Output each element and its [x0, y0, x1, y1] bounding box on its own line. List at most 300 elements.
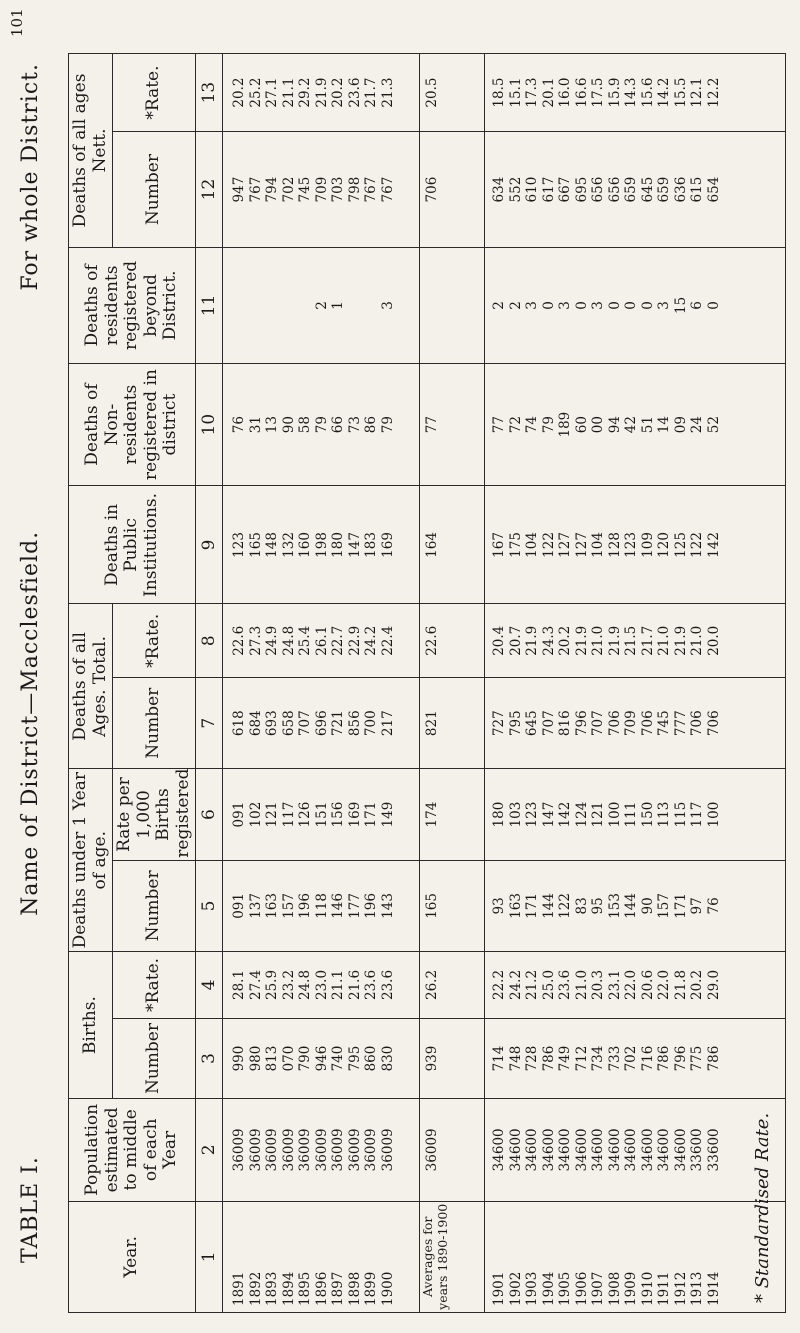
- list-value: 100: [705, 801, 722, 828]
- list-value: 196: [363, 893, 380, 919]
- avg-nettrate-value: 20.5: [424, 77, 441, 108]
- cell-years-1900s: [485, 1201, 786, 1312]
- list-value: 34600: [507, 1128, 524, 1172]
- list-value: 122: [557, 893, 574, 919]
- header-deaths-residents-beyond: Deaths of residents registered beyond District.: [69, 247, 196, 363]
- list-value: 34600: [540, 1128, 557, 1172]
- list-value: 618: [231, 710, 248, 737]
- list-value: 94: [606, 416, 623, 434]
- avg-totalrate: [420, 604, 485, 678]
- list-value: 147: [346, 532, 363, 558]
- list-value: 24.9: [264, 625, 281, 656]
- list-value: 23.6: [379, 969, 396, 1001]
- list-value: 163: [507, 893, 524, 919]
- cell-total-1900s: [485, 678, 786, 769]
- avg-totalrate-value: 22.6: [424, 625, 441, 656]
- list-value: 153: [606, 893, 623, 919]
- page-header: [18, 63, 43, 1263]
- residents-beyond-list: [223, 248, 413, 363]
- nett-rate-list: [485, 54, 779, 131]
- cell-nett-1890s: [223, 132, 420, 248]
- cell-pop-1890s: [223, 1099, 420, 1201]
- header-nett-number: Number: [113, 132, 196, 248]
- list-value: 16.6: [573, 77, 590, 108]
- list-value: 122: [689, 532, 706, 558]
- header-population: Population estimated to middle of each Year: [69, 1099, 196, 1201]
- list-value: 66: [330, 416, 347, 434]
- list-value: 634: [491, 176, 508, 203]
- list-value: 132: [280, 532, 297, 558]
- list-value: 12.1: [689, 77, 706, 108]
- header-births: Births.: [69, 952, 113, 1099]
- population-list: [485, 1099, 779, 1200]
- list-value: 137: [247, 893, 264, 919]
- list-value: 17.5: [590, 77, 607, 108]
- list-value: 34600: [623, 1128, 640, 1172]
- list-value: 21.7: [363, 77, 380, 108]
- list-value: 25.9: [264, 969, 281, 1001]
- list-value: 21.0: [590, 625, 607, 656]
- population-list: [223, 1099, 413, 1200]
- list-value: 091: [231, 801, 248, 828]
- list-value: 2: [313, 301, 330, 310]
- list-value: 36009: [297, 1128, 314, 1172]
- nett-rate-list: [223, 54, 413, 131]
- cell-years-1890s: [223, 1201, 420, 1312]
- avg-population: [420, 1099, 485, 1201]
- list-value: 1902: [507, 1271, 524, 1306]
- list-value: 24.8: [297, 969, 314, 1001]
- list-value: 1908: [606, 1271, 623, 1306]
- list-value: 22.4: [379, 625, 396, 656]
- list-value: 150: [639, 801, 656, 828]
- list-value: 24.2: [363, 625, 380, 656]
- list-value: 1907: [590, 1271, 607, 1306]
- col-num-6: 6: [196, 769, 223, 860]
- residents-beyond-list: [485, 248, 779, 363]
- district-title: Name of District—Macclesfield.: [18, 530, 43, 916]
- col-num-3: 3: [196, 1018, 223, 1098]
- header-nett-rate: *Rate.: [113, 54, 196, 132]
- list-value: 36009: [313, 1128, 330, 1172]
- list-value: 707: [540, 710, 557, 737]
- list-value: 1: [330, 301, 347, 310]
- list-value: 794: [264, 176, 281, 203]
- scope-title: For whole District.: [18, 63, 43, 291]
- list-value: 00: [590, 416, 607, 434]
- list-value: 157: [280, 893, 297, 919]
- header-total-rate: *Rate.: [113, 604, 196, 678]
- list-value: 709: [313, 176, 330, 203]
- list-value: 76: [231, 416, 248, 434]
- list-value: 23.6: [363, 969, 380, 1001]
- list-value: 90: [639, 897, 656, 915]
- list-value: 169: [379, 532, 396, 558]
- list-value: 20.4: [491, 625, 508, 656]
- list-value: 17.3: [524, 77, 541, 108]
- list-value: 125: [672, 532, 689, 558]
- list-value: 27.3: [247, 625, 264, 656]
- list-value: 117: [280, 801, 297, 828]
- list-value: 34600: [656, 1128, 673, 1172]
- list-value: 12.2: [705, 77, 722, 108]
- list-value: 2: [491, 301, 508, 310]
- list-value: 3: [524, 301, 541, 310]
- header-deaths-all-ages-nett: Deaths of all ages Nett.: [69, 54, 113, 248]
- list-value: 734: [590, 1045, 607, 1072]
- list-value: 20.0: [705, 625, 722, 656]
- list-value: 79: [379, 416, 396, 434]
- list-value: 21.9: [606, 625, 623, 656]
- list-value: 0: [573, 301, 590, 310]
- list-value: 656: [606, 176, 623, 203]
- list-value: 77: [491, 416, 508, 434]
- list-value: 21.9: [313, 77, 330, 108]
- header-infant-number: Number: [113, 860, 196, 951]
- list-value: 36009: [346, 1128, 363, 1172]
- averages-label: Averages for years 1890-1900: [420, 1201, 485, 1312]
- cell-totalrate-1890s: [223, 604, 420, 678]
- list-value: 767: [379, 176, 396, 203]
- list-value: 36009: [379, 1128, 396, 1172]
- list-value: 20.2: [557, 625, 574, 656]
- list-value: 767: [247, 176, 264, 203]
- list-value: 1894: [280, 1271, 297, 1306]
- list-value: 1893: [264, 1271, 281, 1306]
- list-value: 73: [346, 416, 363, 434]
- list-value: 1904: [540, 1271, 557, 1306]
- list-value: 93: [491, 897, 508, 915]
- list-value: 28.1: [231, 969, 248, 1001]
- list-value: 21.9: [524, 625, 541, 656]
- list-value: 860: [363, 1045, 380, 1072]
- public-institutions-list: [485, 486, 779, 603]
- list-value: 1912: [672, 1271, 689, 1306]
- avg-nonres-value: 77: [424, 416, 441, 434]
- list-value: 36009: [264, 1128, 281, 1172]
- list-value: 18.5: [491, 77, 508, 108]
- list-value: 20.1: [540, 77, 557, 108]
- cell-nonres-1900s: [485, 363, 786, 486]
- list-value: 684: [247, 710, 264, 737]
- list-value: 171: [363, 801, 380, 828]
- list-value: 34600: [573, 1128, 590, 1172]
- list-value: 171: [672, 893, 689, 919]
- cell-infantrate-1900s: [485, 769, 786, 860]
- list-value: 786: [656, 1045, 673, 1072]
- list-value: 709: [623, 710, 640, 737]
- col-num-9: 9: [196, 486, 223, 604]
- list-value: 14.2: [656, 77, 673, 108]
- list-value: 23.0: [313, 969, 330, 1001]
- list-value: 34600: [524, 1128, 541, 1172]
- list-value: 36009: [231, 1128, 248, 1172]
- list-value: 748: [507, 1045, 524, 1072]
- list-value: 21.8: [672, 969, 689, 1001]
- header-births-rate: *Rate.: [113, 952, 196, 1019]
- list-value: 3: [379, 301, 396, 310]
- list-value: 180: [330, 532, 347, 558]
- list-value: 24.2: [507, 969, 524, 1001]
- cell-public-1900s: [485, 486, 786, 604]
- cell-infantrate-1890s: [223, 769, 420, 860]
- list-value: 09: [672, 416, 689, 434]
- list-value: 2: [507, 301, 524, 310]
- avg-births: [420, 1018, 485, 1098]
- col-num-12: 12: [196, 132, 223, 248]
- col-num-7: 7: [196, 678, 223, 769]
- list-value: 123: [231, 532, 248, 558]
- list-value: 36009: [363, 1128, 380, 1172]
- list-value: 20.2: [330, 77, 347, 108]
- header-row-numbers: [196, 54, 223, 1313]
- list-value: 104: [590, 532, 607, 558]
- list-value: 1897: [330, 1271, 347, 1306]
- footnote: * Standardised Rate.: [752, 1112, 773, 1303]
- births-rate-list: [223, 952, 413, 1018]
- list-value: 180: [491, 801, 508, 828]
- avg-infant-value: 165: [424, 893, 441, 919]
- avg-birthrate: [420, 952, 485, 1019]
- non-residents-list: [223, 364, 413, 486]
- list-value: 856: [346, 710, 363, 737]
- list-value: 21.0: [689, 625, 706, 656]
- list-value: 103: [507, 801, 524, 828]
- years-list: [485, 1202, 779, 1306]
- list-value: 183: [363, 532, 380, 558]
- page-number: 101: [8, 8, 26, 37]
- list-value: 0: [639, 301, 656, 310]
- col-num-8: 8: [196, 604, 223, 678]
- list-value: 727: [491, 710, 508, 737]
- list-value: 798: [346, 176, 363, 203]
- list-value: 745: [656, 710, 673, 737]
- avg-nett-value: 706: [424, 176, 441, 203]
- list-value: 142: [557, 801, 574, 828]
- avg-infantrate-value: 174: [424, 801, 441, 828]
- list-value: 76: [705, 897, 722, 915]
- list-value: 34600: [557, 1128, 574, 1172]
- list-value: 15: [672, 296, 689, 315]
- list-value: 120: [656, 532, 673, 558]
- list-value: 144: [623, 893, 640, 919]
- list-value: 22.9: [346, 625, 363, 656]
- list-value: 15.9: [606, 77, 623, 108]
- list-value: 22.6: [231, 625, 248, 656]
- cell-births-1890s: [223, 1018, 420, 1098]
- list-value: 1895: [297, 1271, 314, 1306]
- list-value: 21.9: [573, 625, 590, 656]
- list-value: 177: [346, 893, 363, 919]
- list-value: 72: [507, 416, 524, 434]
- infant-rate-list: [485, 769, 779, 859]
- header-infant-rate: Rate per 1,000 Births registered: [113, 769, 196, 860]
- list-value: 34600: [639, 1128, 656, 1172]
- infant-number-list: [223, 861, 413, 951]
- list-value: 0: [705, 301, 722, 310]
- births-number-list: [223, 1019, 413, 1098]
- header-deaths-under-1: Deaths under 1 Year of age.: [69, 769, 113, 952]
- avg-birthrate-value: 26.2: [424, 969, 441, 1001]
- cell-infant-1890s: [223, 860, 420, 951]
- header-deaths-non-residents: Deaths of Non-residents registered in district: [69, 363, 196, 486]
- list-value: 25.4: [297, 625, 314, 656]
- list-value: 51: [639, 416, 656, 434]
- list-value: 13: [264, 416, 281, 434]
- list-value: 151: [313, 801, 330, 828]
- list-value: 147: [540, 801, 557, 828]
- col-num-5: 5: [196, 860, 223, 951]
- list-value: 24: [689, 416, 706, 434]
- list-value: 775: [689, 1045, 706, 1072]
- public-institutions-list: [223, 486, 413, 603]
- col-num-10: 10: [196, 363, 223, 486]
- cell-beyond-1900s: [485, 247, 786, 363]
- list-value: 142: [705, 532, 722, 558]
- list-value: 813: [264, 1045, 281, 1072]
- header-row-groups: [69, 54, 113, 1313]
- list-value: 34600: [606, 1128, 623, 1172]
- avg-infant: [420, 860, 485, 951]
- list-value: 703: [330, 176, 347, 203]
- list-value: 157: [656, 893, 673, 919]
- list-value: 3: [557, 301, 574, 310]
- list-value: 716: [639, 1045, 656, 1072]
- list-value: 95: [590, 897, 607, 915]
- list-value: 696: [313, 710, 330, 737]
- list-value: 745: [297, 176, 314, 203]
- list-value: 27.1: [264, 77, 281, 108]
- list-value: 552: [507, 176, 524, 203]
- list-value: 816: [557, 710, 574, 737]
- total-rate-list: [485, 604, 779, 677]
- list-value: 659: [656, 176, 673, 203]
- list-value: 695: [573, 176, 590, 203]
- header-deaths-public-institutions: Deaths in Public Institutions.: [69, 486, 196, 604]
- list-value: 23.6: [557, 969, 574, 1001]
- list-value: 706: [639, 710, 656, 737]
- list-value: 122: [540, 532, 557, 558]
- header-births-number: Number: [113, 1018, 196, 1098]
- list-value: 42: [623, 416, 640, 434]
- list-value: 702: [623, 1045, 640, 1072]
- block-1900s: [485, 54, 786, 1313]
- list-value: 34600: [672, 1128, 689, 1172]
- col-num-4: 4: [196, 952, 223, 1019]
- list-value: 146: [330, 893, 347, 919]
- list-value: 21.9: [672, 625, 689, 656]
- list-value: 23.1: [606, 969, 623, 1001]
- list-value: 15.1: [507, 77, 524, 108]
- list-value: 667: [557, 176, 574, 203]
- list-value: 198: [313, 532, 330, 558]
- list-value: 24.8: [280, 625, 297, 656]
- list-value: 654: [705, 176, 722, 203]
- list-value: 706: [689, 710, 706, 737]
- total-number-list: [485, 678, 779, 768]
- cell-pop-1900s: [485, 1099, 786, 1201]
- avg-total-value: 821: [424, 710, 441, 737]
- averages-row: [420, 54, 485, 1313]
- list-value: 706: [705, 710, 722, 737]
- statistics-table: [68, 53, 786, 1313]
- list-value: 3: [656, 301, 673, 310]
- list-value: 171: [524, 893, 541, 919]
- list-value: 712: [573, 1045, 590, 1072]
- avg-public: [420, 486, 485, 604]
- list-value: 34600: [590, 1128, 607, 1172]
- list-value: 123: [623, 532, 640, 558]
- header-total-number: Number: [113, 678, 196, 769]
- avg-nonres: [420, 363, 485, 486]
- list-value: 645: [524, 710, 541, 737]
- list-value: 23.6: [346, 77, 363, 108]
- list-value: 74: [524, 416, 541, 434]
- list-value: 721: [330, 710, 347, 737]
- list-value: 946: [313, 1045, 330, 1072]
- col-num-2: 2: [196, 1099, 223, 1201]
- list-value: 117: [689, 801, 706, 828]
- cell-totalrate-1900s: [485, 604, 786, 678]
- list-value: 36009: [280, 1128, 297, 1172]
- list-value: 160: [297, 532, 314, 558]
- list-value: 636: [672, 176, 689, 203]
- list-value: 795: [507, 710, 524, 737]
- list-value: 58: [297, 416, 314, 434]
- cell-public-1890s: [223, 486, 420, 604]
- avg-population-value: 36009: [424, 1128, 441, 1172]
- avg-nett: [420, 132, 485, 248]
- list-value: 830: [379, 1045, 396, 1072]
- col-num-1: 1: [196, 1201, 223, 1312]
- list-value: 121: [264, 801, 281, 828]
- list-value: 21.0: [656, 625, 673, 656]
- list-value: 20.3: [590, 969, 607, 1001]
- list-value: 1909: [623, 1271, 640, 1306]
- block-1890s: [223, 54, 420, 1313]
- list-value: 20.7: [507, 625, 524, 656]
- list-value: 24.3: [540, 625, 557, 656]
- list-value: 990: [231, 1045, 248, 1072]
- list-value: 29.2: [297, 77, 314, 108]
- list-value: 27.4: [247, 969, 264, 1001]
- list-value: 707: [297, 710, 314, 737]
- list-value: 15.6: [639, 77, 656, 108]
- avg-public-value: 164: [424, 532, 441, 558]
- list-value: 127: [557, 532, 574, 558]
- list-value: 1903: [524, 1271, 541, 1306]
- list-value: 1899: [363, 1271, 380, 1306]
- list-value: 20.2: [231, 77, 248, 108]
- list-value: 100: [606, 801, 623, 828]
- infant-number-list: [485, 861, 779, 951]
- list-value: 1898: [346, 1271, 363, 1306]
- avg-beyond: [420, 247, 485, 363]
- list-value: 656: [590, 176, 607, 203]
- nett-number-list: [485, 132, 779, 247]
- list-value: 33600: [705, 1128, 722, 1172]
- list-value: 111: [623, 801, 640, 828]
- list-value: 113: [656, 801, 673, 828]
- list-value: 980: [247, 1045, 264, 1072]
- list-value: 714: [491, 1045, 508, 1072]
- years-list: [223, 1202, 413, 1306]
- col-num-11: 11: [196, 247, 223, 363]
- list-value: 23.2: [280, 969, 297, 1001]
- list-value: 126: [297, 801, 314, 828]
- list-value: 707: [590, 710, 607, 737]
- list-value: 1896: [313, 1271, 330, 1306]
